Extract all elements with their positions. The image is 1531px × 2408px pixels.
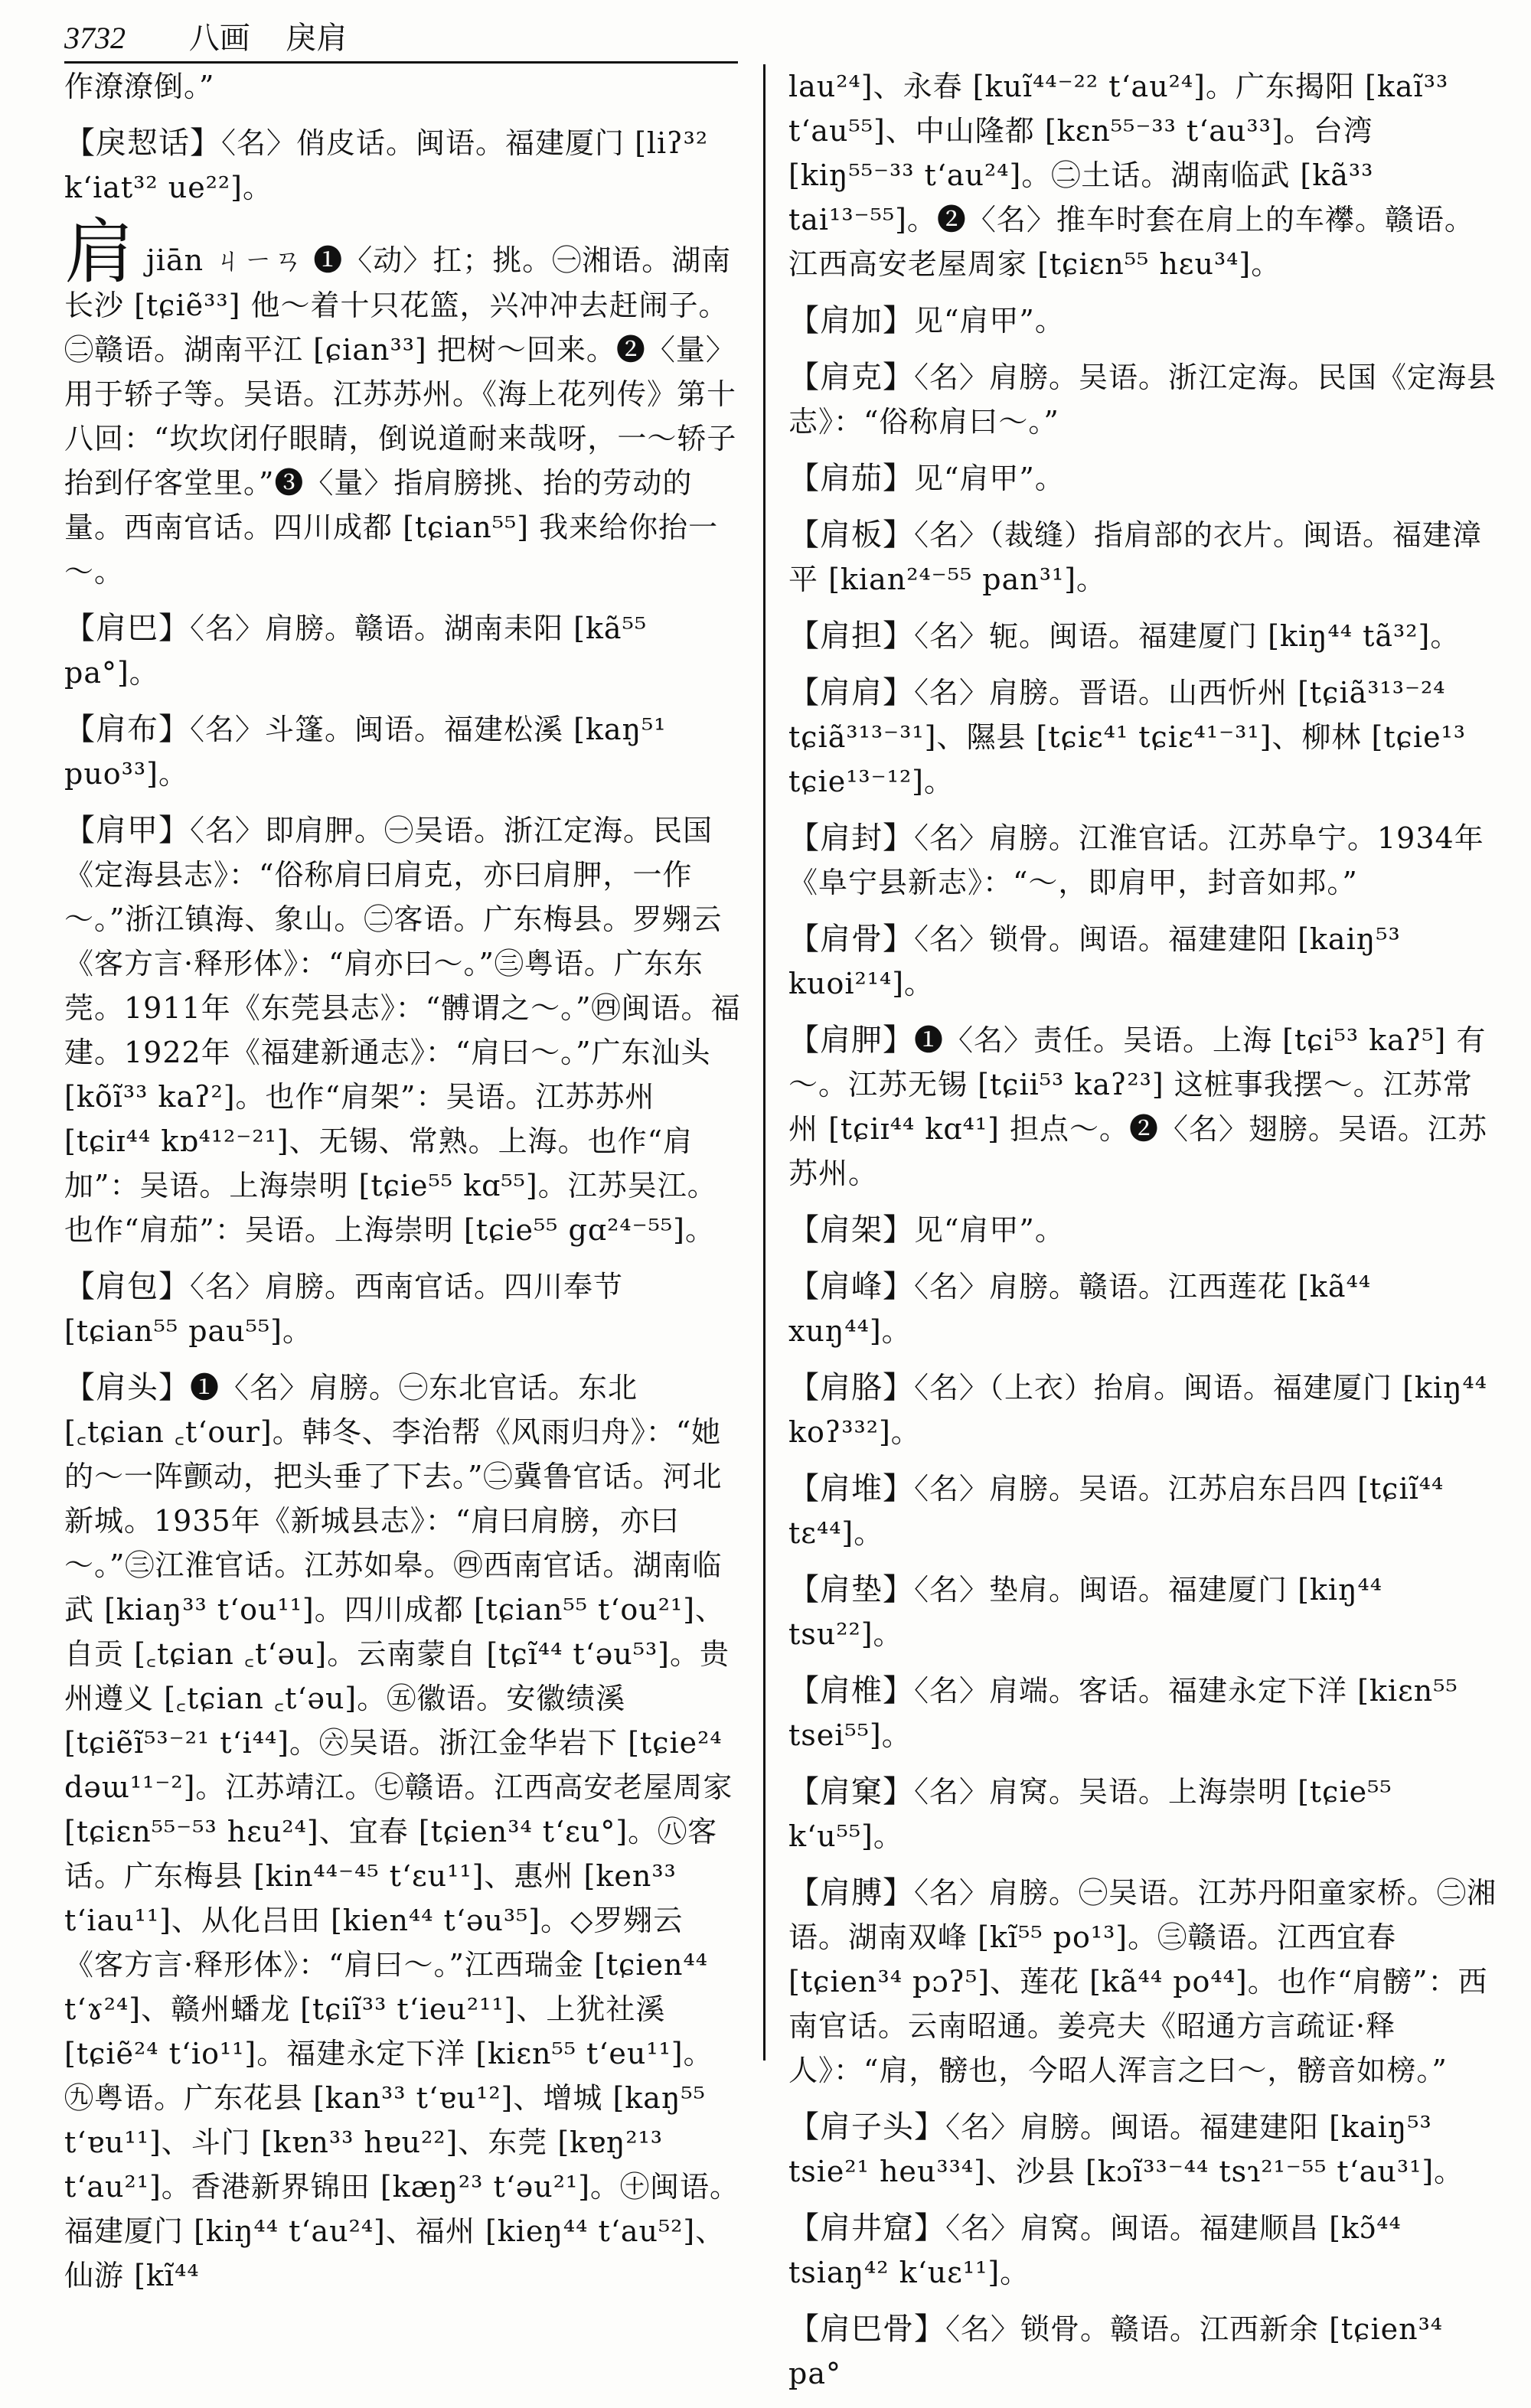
entry xyxy=(788,1467,1497,1555)
entry xyxy=(788,1669,1497,1757)
header-rule xyxy=(64,61,738,64)
entry-body: 见“肩甲”。 xyxy=(914,304,1065,338)
entry-body: 〈名〉肩膀。赣语。湖南耒阳 [kã⁵⁵ pa°]。 xyxy=(64,612,648,690)
column-divider xyxy=(763,64,766,2061)
entry-body: 见“肩甲”。 xyxy=(914,1213,1065,1247)
entry-body: 〈名〉肩窝。闽语。福建顺昌 [kɔ̃⁴⁴ tsiaŋ⁴² k‘uɛ¹¹]。 xyxy=(788,2211,1402,2289)
section-label: 八画 xyxy=(188,21,250,56)
entry xyxy=(788,299,1497,343)
entry-headword: 【肩子头】 xyxy=(788,2109,945,2145)
entry-body: 〈名〉肩膀。江淮官话。江苏阜宁。1934年《阜宁县新志》：“～，即肩甲，封音如邦。” xyxy=(788,821,1484,899)
entry-body: 〈名〉肩端。客话。福建永定下洋 [kiɛn⁵⁵ tsei⁵⁵]。 xyxy=(788,1674,1458,1752)
entry-body: 〈名〉（上衣）抬肩。闽语。福建厦门 [kiŋ⁴⁴ koʔ³³²]。 xyxy=(788,1371,1488,1449)
entry-headword: 【肩封】 xyxy=(788,821,914,856)
entry-body: 〈名〉肩膀。吴语。江苏启东吕四 [tɕiĩ⁴⁴ tɛ⁴⁴]。 xyxy=(788,1472,1444,1550)
entry-headword: 【肩窠】 xyxy=(788,1774,914,1809)
entry-body: 〈名〉肩膀。吴语。浙江定海。民国《定海县志》：“俗称肩曰～。” xyxy=(788,361,1497,439)
entry-headword: 【肩巴】 xyxy=(64,611,190,646)
entry-headword: 【肩布】 xyxy=(64,712,190,747)
entry-body: 〈名〉肩膀。㊀吴语。江苏丹阳童家桥。㊁湘语。湖南双峰 [kĩ⁵⁵ po¹³]。㊂赣语。江西宜春 [tɕien³⁴ pɔʔ⁵]、莲花 [kã⁴⁴ po⁴⁴]。也作“肩髈”：西南官话。云南昭通。姜亮夫《昭通方言疏证·释人》：“肩，髈也，今昭人浑言之曰～，髈音如榜。” xyxy=(788,1876,1497,2087)
entry xyxy=(788,1871,1497,2093)
entry xyxy=(788,1264,1497,1353)
entry xyxy=(64,1366,743,2298)
entry: lau²⁴]、永春 [kuĩ⁴⁴⁻²² t‘au²⁴]。广东揭阳 [kaĩ³³ t‘au⁵⁵]、中山隆都 [kɛn⁵⁵⁻³³ t‘au³³]。台湾 [kiŋ⁵⁵⁻³³ t‘au²⁴]。㊁土话。湖南临武 [kã³³ tai¹³⁻⁵⁵]。❷〈名〉推车时套在肩上的车襻。赣语。江西高安老屋周家 [tɕiɛn⁵⁵ hɛu³⁴]。 xyxy=(788,70,1474,281)
entry xyxy=(788,614,1497,658)
entry xyxy=(788,2105,1497,2194)
entry xyxy=(788,671,1497,804)
entry xyxy=(788,1568,1497,1656)
entry-headword: 【肩膊】 xyxy=(788,1875,914,1910)
entry-headword: 【戾恝话】 xyxy=(64,126,221,161)
entry-body: 〈名〉肩膀。西南官话。四川奉节 [tɕian⁵⁵ pau⁵⁵]。 xyxy=(64,1270,624,1348)
entry-headword: 【肩茄】 xyxy=(788,461,914,496)
entry xyxy=(788,1366,1497,1454)
entry xyxy=(788,816,1497,905)
entry-body: 〈名〉肩窝。吴语。上海崇明 [tɕie⁵⁵ k‘u⁵⁵]。 xyxy=(788,1775,1392,1853)
entry xyxy=(788,355,1497,444)
entry xyxy=(64,707,743,796)
main-entry-text: jiān ㄐㄧㄢ ❶〈动〉扛；挑。㊀湘语。湖南长沙 [tɕiẽ³³] 他～着十只花篮，兴冲冲去赶闹子。㊁赣语。湖南平江 [ɕian³³] 把树～回来。❷〈量〉用于轿子等。吴语。江苏苏州。《海上花列传》第十八回：“坎坎闭仔眼睛，倒说道耐来哉呀，一～轿子抬到仔客堂里。”❸〈量〉指肩膀挑、抬的劳动的量。西南官话。四川成都 [tɕian⁵⁵] 我来给你抬一～。 xyxy=(64,243,737,589)
entry-headword: 【肩架】 xyxy=(788,1212,914,1248)
entry-body: 〈名〉即肩胛。㊀吴语。浙江定海。民国《定海县志》：“俗称肩曰肩克，亦曰肩胛，一作～。”浙江镇海、象山。㊁客语。广东梅县。罗翙云《客方言·释形体》：“肩亦曰～。”㊂粤语。广东东莞。1911年《东莞县志》：“髆谓之～。”㊃闽语。福建。1922年《福建新通志》：“肩曰～。”广东汕头 [kõĩ³³ kaʔ²]。也作“肩架”：吴语。江苏苏州 [tɕiɪ⁴⁴ kɒ⁴¹²⁻²¹]、无锡、常熟。上海。也作“肩加”：吴语。上海崇明 [tɕie⁵⁵ kɑ⁵⁵]。江苏吴江。也作“肩茄”：吴语。上海崇明 [tɕie⁵⁵ gɑ²⁴⁻⁵⁵]。 xyxy=(64,814,741,1247)
entry xyxy=(64,808,743,1252)
entry-body: ❶〈名〉肩膀。㊀东北官话。东北 [꜀tɕian ꜀t‘our]。韩冬、李治帮《风雨归舟》：“她的～一阵颤动，把头垂了下去。”㊁冀鲁官话。河北新城。1935年《新城县志》：“肩曰肩膀，亦曰～。”㊂江淮官话。江苏如皋。㊃西南官话。湖南临武 [kiaŋ³³ t‘ou¹¹]。四川成都 [tɕian⁵⁵ t‘ou²¹]、自贡 [꜀tɕian ꜀t‘əu]。云南蒙自 [tɕĩ⁴⁴ t‘əu⁵³]。贵州遵义 [꜀tɕian ꜀t‘əu]。㊄徽语。安徽绩溪 [tɕiẽĩ⁵³⁻²¹ t‘i⁴⁴]。㊅吴语。浙江金华岩下 [tɕie²⁴ dəɯ¹¹⁻²]。江苏靖江。㊆赣语。江西高安老屋周家 [tɕiɛn⁵⁵⁻⁵³ hɛu²⁴]、宜春 [tɕien³⁴ t‘ɛu°]。㊇客话。广东梅县 [kin⁴⁴⁻⁴⁵ t‘ɛu¹¹]、惠州 [ken³³ t‘iau¹¹]、从化吕田 [kien⁴⁴ t‘əu³⁵]。◇罗翙云《客方言·释形体》：“肩曰～。”江西瑞金 [tɕien⁴⁴ t‘ɤ²⁴]、赣州蟠龙 [tɕiĩ³³ t‘ieu²¹¹]、上犹社溪 [tɕiẽ²⁴ t‘io¹¹]。福建永定下洋 [kiɛn⁵⁵ t‘eu¹¹]。㊈粤语。广东花县 [kan³³ t‘ɐu¹²]、增城 [kaŋ⁵⁵ t‘ɐu¹¹]、斗门 [kɐn³³ hɐu²²]、东莞 [kɐŋ²¹³ t‘au²¹]。香港新界锦田 [kæŋ²³ t‘əu²¹]。㊉闽语。福建厦门 [kiŋ⁴⁴ t‘au²⁴]、福州 [kieŋ⁴⁴ t‘au⁵²]、仙游 [kĩ⁴⁴ xyxy=(64,1371,740,2292)
entry-body: 〈名〉俏皮话。闽语。福建厦门 [liʔ³² k‘iat³² ue²²]。 xyxy=(64,126,709,204)
entry-headword: 【肩甲】 xyxy=(64,813,190,848)
left-column xyxy=(64,64,743,2310)
entry-body: 〈名〉锁骨。赣语。江西新余 [tɕien³⁴ pa° xyxy=(788,2312,1444,2390)
entry xyxy=(64,606,743,695)
entry-body: 〈名〉锁骨。闽语。福建建阳 [kaiŋ⁵³ kuoi²¹⁴]。 xyxy=(788,922,1401,1000)
entry-body: 见“肩甲”。 xyxy=(914,462,1065,495)
entry-headword: 【肩堆】 xyxy=(788,1471,914,1506)
entry-headword: 【肩峰】 xyxy=(788,1269,914,1304)
entry-headword: 【肩头】 xyxy=(64,1370,190,1405)
entry-headword: 【肩克】 xyxy=(788,360,914,395)
entry-headword: 【肩垫】 xyxy=(788,1572,914,1607)
entry-body: 〈名〉肩膀。赣语。江西莲花 [kã⁴⁴ xuŋ⁴⁴]。 xyxy=(788,1270,1372,1348)
running-header xyxy=(64,18,347,58)
entry-body: 〈名〉垫肩。闽语。福建厦门 [kiŋ⁴⁴ tsu²²]。 xyxy=(788,1573,1383,1651)
entry xyxy=(788,2206,1497,2295)
entry-headword: 【肩骨】 xyxy=(788,922,914,957)
entry xyxy=(64,121,743,210)
head-characters: 戾肩 xyxy=(286,21,348,56)
entry xyxy=(64,1264,743,1353)
right-column xyxy=(788,64,1497,2408)
entry-body: 〈名〉肩膀。闽语。福建建阳 [kaiŋ⁵³ tsie²¹ heu³³⁴]、沙县 [kɔĩ³³⁻⁴⁴ tsɿ²¹⁻⁵⁵ t‘au³¹]。 xyxy=(788,2110,1464,2188)
entry xyxy=(788,456,1497,501)
entry xyxy=(788,917,1497,1006)
entry-headword: 【肩巴骨】 xyxy=(788,2312,945,2347)
entry xyxy=(788,1770,1497,1858)
entry-headword: 【肩胛】 xyxy=(788,1023,914,1058)
entry-headword: 【肩包】 xyxy=(64,1269,190,1304)
entry xyxy=(788,513,1497,602)
entry-headword: 【肩担】 xyxy=(788,618,914,654)
main-entry xyxy=(64,211,743,594)
entry-headword: 【肩胳】 xyxy=(788,1370,914,1405)
entry xyxy=(788,2307,1497,2396)
entry-body: 〈名〉肩膀。晋语。山西忻州 [tɕiã³¹³⁻²⁴ tɕiã³¹³⁻³¹]、隰县 [tɕiɛ⁴¹ tɕiɛ⁴¹⁻³¹]、柳林 [tɕie¹³ tɕie¹³⁻¹²]。 xyxy=(788,676,1467,798)
entry xyxy=(788,1208,1497,1252)
entry-body: 〈名〉轭。闽语。福建厦门 [kiŋ⁴⁴ tã³²]。 xyxy=(914,619,1461,653)
entry xyxy=(788,1018,1497,1196)
entry-headword: 【肩椎】 xyxy=(788,1673,914,1708)
entry: 作潦潦倒。” xyxy=(64,70,215,103)
entry-headword: 【肩板】 xyxy=(788,517,914,553)
entry-headword: 【肩肩】 xyxy=(788,675,914,710)
page-number: 3732 xyxy=(64,21,126,55)
entry-headword: 【肩井窟】 xyxy=(788,2211,945,2246)
entry-body: 〈名〉斗篷。闽语。福建松溪 [kaŋ⁵¹ puo³³]。 xyxy=(64,713,667,791)
headword-large: 肩 xyxy=(64,211,136,293)
entry-headword: 【肩加】 xyxy=(788,303,914,338)
entry-body: ❶〈名〉责任。吴语。上海 [tɕi⁵³ kaʔ⁵] 有～。江苏无锡 [tɕii⁵³ kaʔ²³] 这桩事我摆～。江苏常州 [tɕiɪ⁴⁴ kɑ⁴¹] 担点～。❷〈名〉翅膀。吴语。江苏苏州。 xyxy=(788,1023,1488,1190)
entry-body: 〈名〉（裁缝）指肩部的衣片。闽语。福建漳平 [kian²⁴⁻⁵⁵ pan³¹]。 xyxy=(788,518,1483,596)
